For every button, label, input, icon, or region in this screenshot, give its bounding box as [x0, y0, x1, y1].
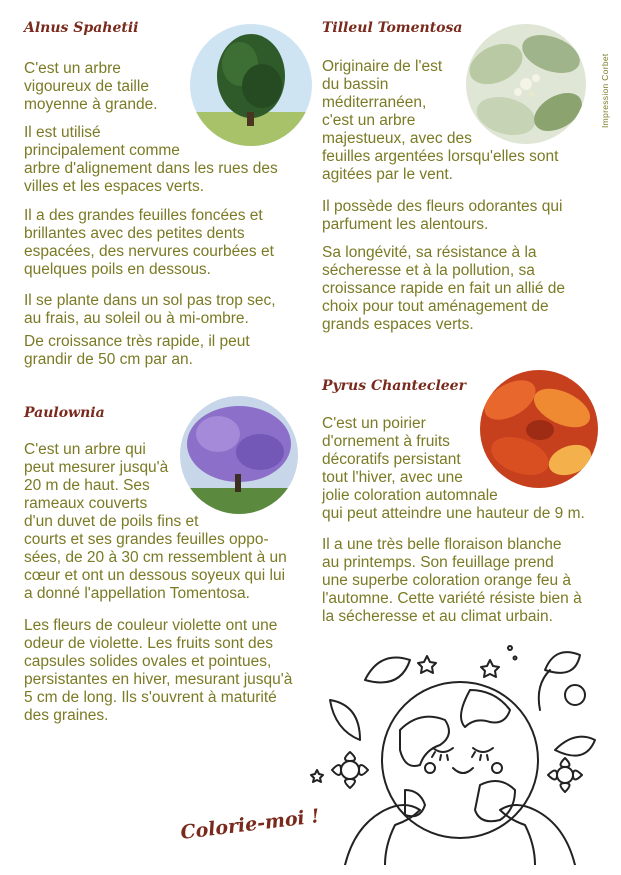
alnus-text-line: Il a des grandes feuilles foncées et [24, 207, 263, 224]
alnus-text-line: Il se plante dans un sol pas trop sec, [24, 292, 276, 309]
paulownia-text-line: persistantes en hiver, mesurant jusqu'à [24, 671, 293, 688]
alnus-text-line: grandir de 50 cm par an. [24, 351, 193, 368]
tilleul-text-line: c'est un arbre [322, 112, 416, 129]
paulownia-paragraph [24, 441, 287, 603]
tilleul-text-line: sécheresse et à la pollution, sa [322, 262, 535, 279]
pyrus-text-line: jolie coloration automnale [322, 487, 498, 504]
alnus-text-line: vigoureux de taille [24, 78, 149, 95]
tilleul-text-line: agitées par le vent. [322, 166, 453, 183]
paulownia-text-line: capsules solides ovales et pointues, [24, 653, 272, 670]
smile [453, 768, 473, 773]
pyrus-paragraph [322, 415, 585, 523]
alnus-text-line: villes et les espaces verts. [24, 178, 205, 195]
pyrus-text-line: tout l'hiver, avec une [322, 469, 463, 486]
alnus-text-line: De croissance très rapide, il peut [24, 333, 250, 350]
star-icon [418, 656, 436, 673]
alnus-paragraph [24, 333, 250, 369]
alnus-paragraph [24, 207, 274, 279]
alnus-paragraph [24, 292, 276, 328]
tilleul-title: Tilleul Tomentosa [322, 20, 463, 36]
alnus-paragraph [24, 60, 158, 114]
alnus-text-line: au frais, au soleil ou à mi-ombre. [24, 310, 249, 327]
pyrus-text-line: C'est un poirier [322, 415, 426, 432]
left-eye [433, 748, 453, 752]
pyrus-title: Pyrus Chantecleer [322, 378, 466, 394]
pyrus-text-line: d'ornement à fruits [322, 433, 450, 450]
paulownia-text-line: peut mesurer jusqu'à [24, 459, 169, 476]
paulownia-text-line: C'est un arbre qui [24, 441, 146, 458]
tilleul-text-line: méditerranéen, [322, 94, 427, 111]
tilleul-text-line: choix pour tout aménagement de [322, 298, 549, 315]
tilleul-text-line: croissance rapide en fait un allié de [322, 280, 565, 297]
alnus-text-line: brillantes avec des petites dents [24, 225, 245, 242]
pyrus-text-line: l'automne. Cette variété résiste bien à [322, 590, 582, 607]
paulownia-text-line: a donné l'appellation Tomentosa. [24, 585, 250, 602]
alnus-text-line: arbre d'alignement dans les rues des [24, 160, 278, 177]
alnus-text-line: espacées, des nervures courbées et [24, 243, 274, 260]
printer-credit: Impression Corbet [600, 53, 610, 128]
paulownia-text-line: Les fleurs de couleur violette ont une [24, 617, 278, 634]
tilleul-paragraph [322, 198, 562, 234]
tilleul-text-line: parfument les alentours. [322, 216, 489, 233]
paulownia-title: Paulownia [24, 405, 105, 421]
flower-right [557, 767, 573, 783]
tilleul-text-line: Originaire de l'est [322, 58, 443, 75]
paulownia-text-line: courts et ses grandes feuilles oppo- [24, 531, 269, 548]
alnus-title: Alnus Spahetii [24, 20, 139, 36]
alnus-paragraph [24, 124, 278, 196]
paulownia-text-line: odeur de violette. Les fruits sont des [24, 635, 274, 652]
alnus-text-line: principalement comme [24, 142, 180, 159]
left-hand [345, 805, 420, 865]
paulownia-text-line: 5 cm de long. Ils s'ouvrent à maturité [24, 689, 277, 706]
colorie-moi-title: Colorie-moi ! [179, 805, 321, 844]
tilleul-text-line: majestueux, avec des [322, 130, 472, 147]
paulownia-paragraph [24, 617, 292, 725]
tilleul-text-line: grands espaces verts. [322, 316, 474, 333]
pyrus-text-line: au printemps. Son feuillage prend [322, 554, 554, 571]
tilleul-paragraph [322, 244, 565, 334]
tilleul-paragraph [322, 58, 558, 184]
paulownia-text-line: sées, de 20 à 30 cm ressemblent à un [24, 549, 287, 566]
paulownia-text-line: d'un duvet de poils fins et [24, 513, 199, 530]
pyrus-text-line: décoratifs persistant [322, 451, 461, 468]
tilleul-text-line: Sa longévité, sa résistance à la [322, 244, 537, 261]
paulownia-text-line: rameaux couverts [24, 495, 148, 512]
pyrus-text-line: une superbe coloration orange feu à [322, 572, 572, 589]
paulownia-text-line: cœur et ont un dessous soyeux qui lui [24, 567, 286, 584]
coloring-illustration [305, 640, 605, 870]
flower-left [341, 761, 359, 779]
pyrus-text-line: la sécheresse et au climat urbain. [322, 608, 553, 625]
alnus-text-line: Il est utilisé [24, 124, 101, 141]
pyrus-text-line: Il a une très belle floraison blanche [322, 536, 562, 553]
tilleul-text-line: du bassin [322, 76, 389, 93]
tilleul-text-line: feuilles argentées lorsqu'elles sont [322, 148, 559, 165]
tilleul-text-line: Il possède des fleurs odorantes qui [322, 198, 563, 215]
paulownia-text-line: 20 m de haut. Ses [24, 477, 150, 494]
right-eye [473, 748, 493, 752]
alnus-text-line: moyenne à grande. [24, 96, 158, 113]
alnus-text-line: quelques poils en dessous. [24, 261, 211, 278]
paulownia-text-line: des graines. [24, 707, 109, 724]
pyrus-text-line: qui peut atteindre une hauteur de 9 m. [322, 505, 585, 522]
pyrus-paragraph [322, 536, 582, 626]
right-hand [500, 805, 575, 865]
alnus-text-line: C'est un arbre [24, 60, 121, 77]
